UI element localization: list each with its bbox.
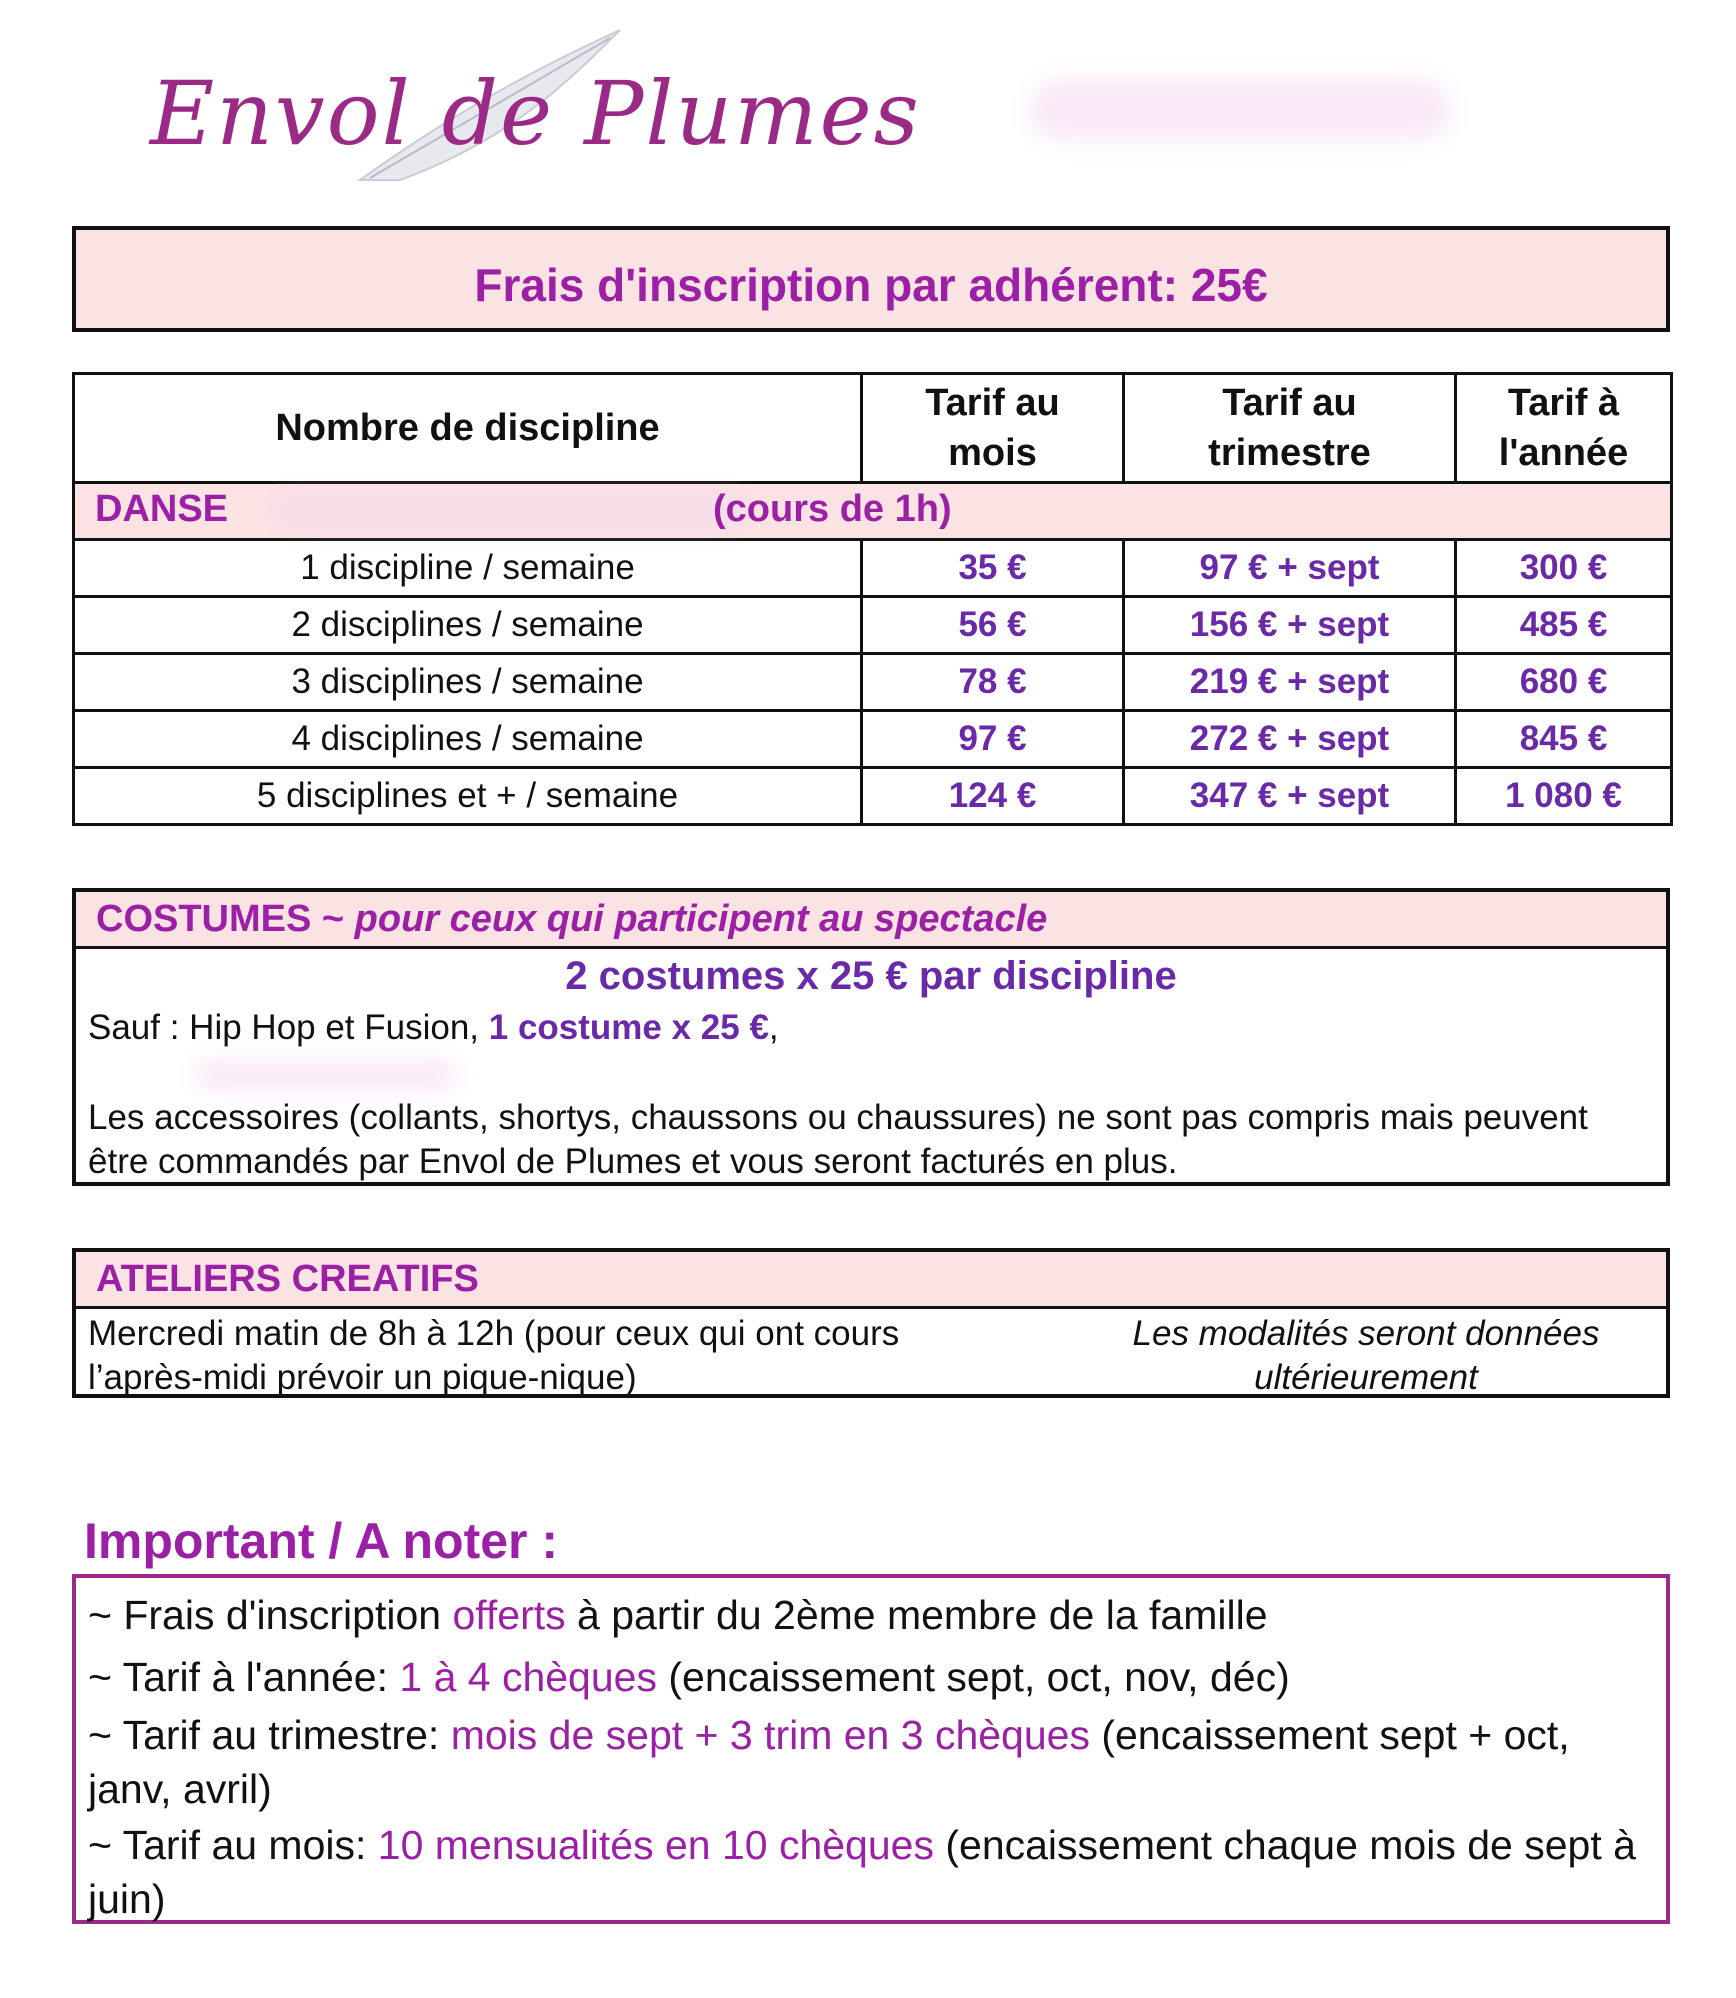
cell-tarif-annee: 485 € — [1456, 597, 1672, 654]
cell-tarif-annee: 680 € — [1456, 654, 1672, 711]
costumes-exception — [88, 1008, 779, 1048]
table-row — [74, 654, 1672, 711]
cell-tarif-annee: 845 € — [1456, 711, 1672, 768]
cell-tarif-mois: 35 € — [862, 540, 1124, 597]
costumes-title: COSTUMES ~ — [96, 898, 355, 940]
note-item: ~ Frais d'inscription offerts à partir du 2ème membre de la famille — [88, 1592, 1268, 1638]
cell-tarif-trimestre: 219 € + sept — [1124, 654, 1456, 711]
header-tarif-annee: Tarif à l'année — [1456, 374, 1672, 483]
header-tarif-trimestre: Tarif au trimestre — [1124, 374, 1456, 483]
cell-tarif-trimestre: 272 € + sept — [1124, 711, 1456, 768]
row-label: 3 disciplines / semaine — [74, 654, 862, 711]
cell-tarif-trimestre: 156 € + sept — [1124, 597, 1456, 654]
row-label: 1 discipline / semaine — [74, 540, 862, 597]
frais-inscription-title: Frais d'inscription par adhérent: 25€ — [474, 259, 1268, 311]
costumes-header — [76, 892, 1666, 949]
cell-tarif-mois: 56 € — [862, 597, 1124, 654]
header-nombre-discipline: Nombre de discipline — [74, 374, 862, 483]
row-label: 4 disciplines / semaine — [74, 711, 862, 768]
cell-tarif-annee: 300 € — [1456, 540, 1672, 597]
table-row — [74, 768, 1672, 825]
ateliers-box — [72, 1248, 1670, 1398]
ateliers-title: ATELIERS CREATIFS — [76, 1252, 1666, 1309]
costumes-title-italic: pour ceux qui participent au spectacle — [354, 898, 1048, 940]
costumes-exception-prefix: Sauf : Hip Hop et Fusion, — [88, 1008, 489, 1047]
costumes-exception-price: 1 costume x 25 € — [488, 1008, 769, 1047]
logo — [140, 20, 921, 200]
frais-inscription-box — [72, 226, 1670, 332]
cell-tarif-trimestre: 97 € + sept — [1124, 540, 1456, 597]
cell-tarif-mois: 124 € — [862, 768, 1124, 825]
section-name: DANSE — [95, 488, 229, 530]
cell-tarif-mois: 78 € — [862, 654, 1124, 711]
note-item: ~ Tarif à l'année: 1 à 4 chèques (encaissement sept, oct, nov, déc) — [88, 1654, 1290, 1700]
blurred-region — [1030, 80, 1450, 140]
table-row — [74, 540, 1672, 597]
cell-tarif-trimestre: 347 € + sept — [1124, 768, 1456, 825]
note-item: ~ Tarif au mois: 10 mensualités en 10 chèques (encaissement chaque mois de sept à juin) — [88, 1822, 1636, 1922]
important-box — [72, 1574, 1670, 1924]
ateliers-schedule: Mercredi matin de 8h à 12h (pour ceux qui ont cours l’après-midi prévoir un pique-nique) — [88, 1314, 900, 1397]
row-label: 2 disciplines / semaine — [74, 597, 862, 654]
cell-tarif-mois: 97 € — [862, 711, 1124, 768]
table-header-row — [74, 374, 1672, 483]
note-item: ~ Tarif au trimestre: mois de sept + 3 trim en 3 chèques (encaissement sept + oct, janv, avril) — [88, 1712, 1570, 1812]
header-tarif-mois: Tarif au mois — [862, 374, 1124, 483]
costumes-main-price: 2 costumes x 25 € par discipline — [565, 954, 1177, 998]
section-danse — [74, 483, 1672, 540]
costumes-box — [72, 888, 1670, 1186]
costumes-accessoires: Les accessoires (collants, shortys, chaussons ou chaussures) ne sont pas compris mais peuvent être commandés par Envol de Plumes et vous seront facturés en plus. — [88, 1098, 1588, 1181]
section-note: (cours de 1h) — [713, 488, 952, 530]
cell-tarif-annee: 1 080 € — [1456, 768, 1672, 825]
costumes-exception-suffix: , — [768, 1008, 779, 1047]
logo-text: Envol de Plumes — [150, 62, 921, 165]
blurred-region — [275, 494, 745, 528]
row-label: 5 disciplines et + / semaine — [74, 768, 862, 825]
blurred-region — [196, 1060, 456, 1090]
table-row — [74, 711, 1672, 768]
tarif-table — [72, 372, 1673, 826]
important-title: Important / A noter : — [84, 1513, 559, 1569]
ateliers-modalites: Les modalités seront données ultérieurement — [1132, 1314, 1600, 1397]
section-row-danse — [74, 483, 1672, 540]
table-row — [74, 597, 1672, 654]
